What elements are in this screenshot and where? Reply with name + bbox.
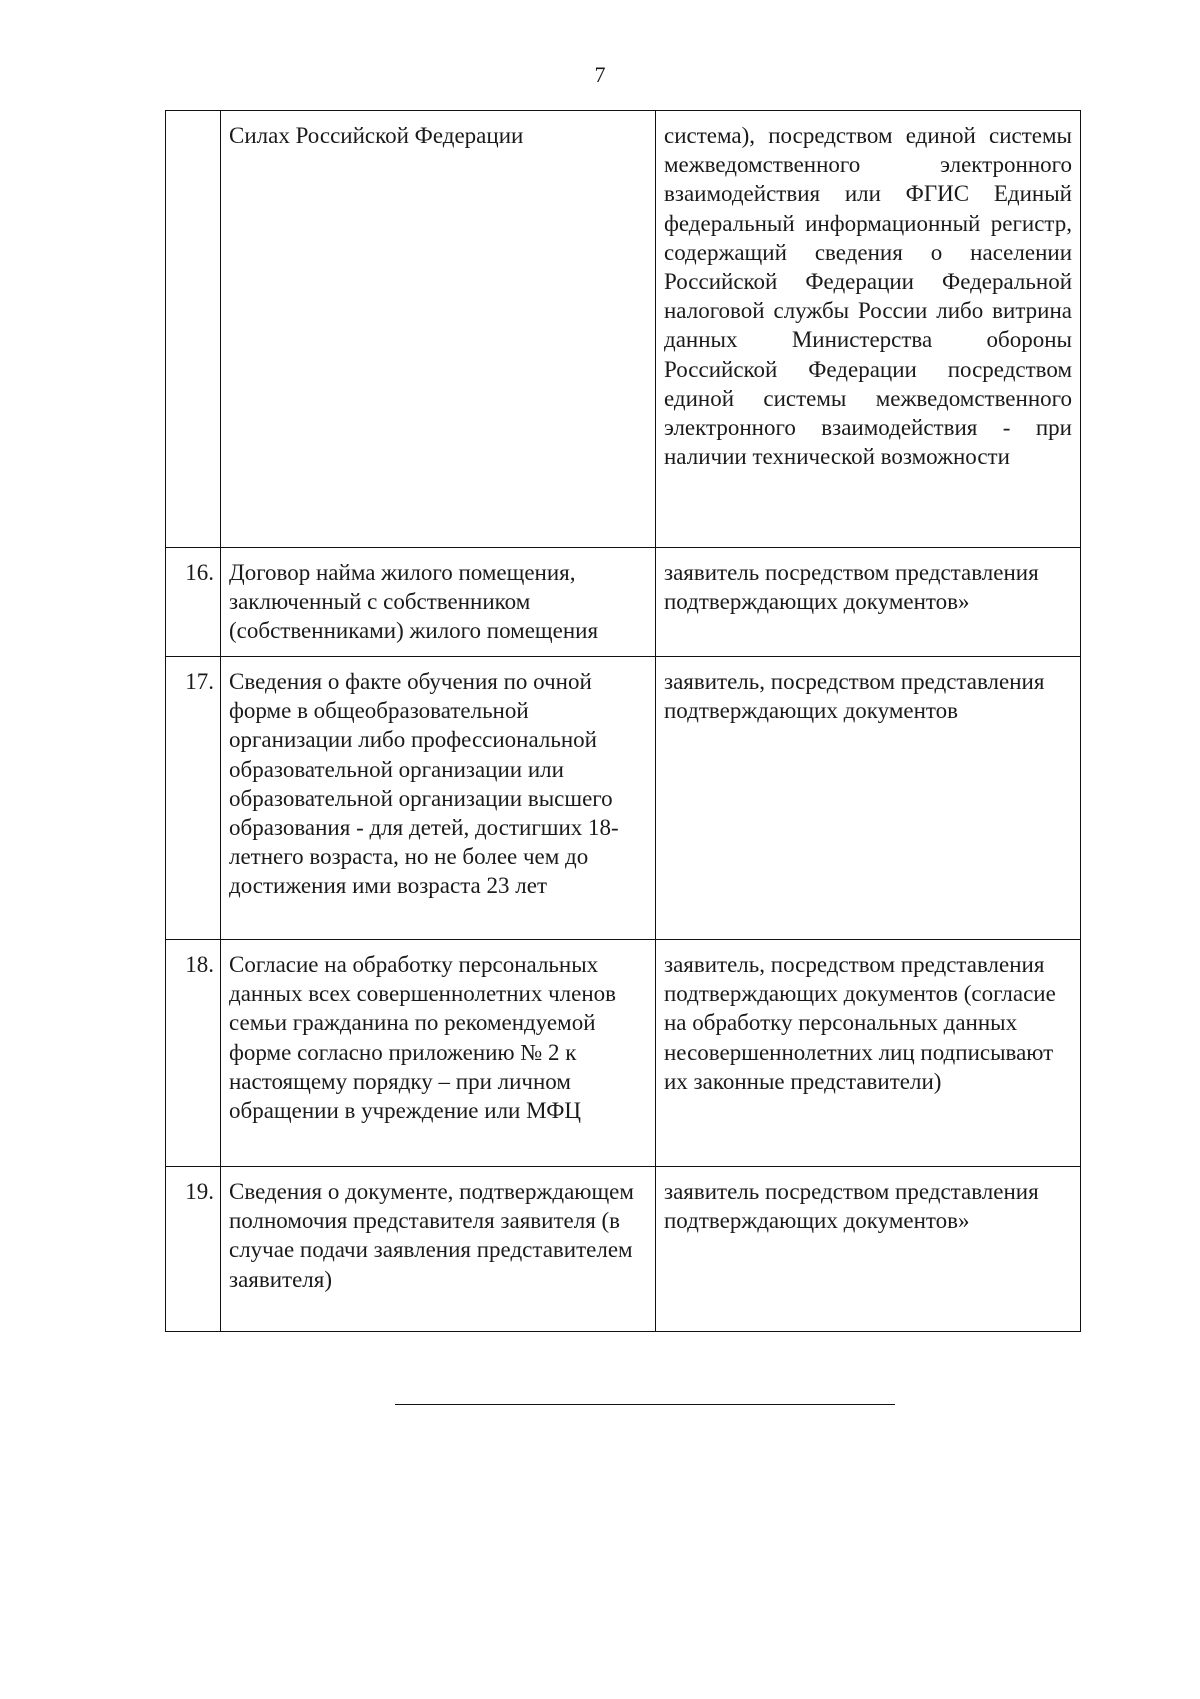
table-row: [166, 548, 1081, 657]
document-name: Силах Российской Федерации: [221, 111, 656, 548]
document-name: Договор найма жилого помещения, заключенный с собственником (собственниками) жилого помещения: [221, 548, 656, 657]
page-number: 7: [594, 62, 606, 87]
document-source: система), посредством единой системы межведомственного электронного взаимодействия или ФГИС Единый федеральный информационный регистр, содержащий сведения о населении Российской Федерации Федеральной налоговой службы России либо витрина данных Министерства обороны Российской Федерации посредством единой системы межведомственного электронного взаимодействия - при наличии технической возможности: [656, 111, 1081, 548]
document-name: Сведения о документе, подтверждающем полномочия представителя заявителя (в случае подачи заявления представителем заявителя): [221, 1167, 656, 1332]
table-row: [166, 111, 1081, 548]
end-of-document-line: [395, 1404, 895, 1405]
document-name: Сведения о факте обучения по очной форме в общеобразовательной организации либо профессиональной образовательной организации или образовательной организации высшего образования - для детей, достигших 18-летнего возраста, но не более чем до достижения ими возраста 23 лет: [221, 657, 656, 940]
row-number: 18.: [166, 940, 221, 1167]
document-source: заявитель посредством представления подтверждающих документов»: [656, 548, 1081, 657]
row-number: 19.: [166, 1167, 221, 1332]
row-number: 17.: [166, 657, 221, 940]
row-number: 16.: [166, 548, 221, 657]
table-row: [166, 657, 1081, 940]
document-name: Согласие на обработку персональных данных всех совершеннолетних членов семьи гражданина по рекомендуемой форме согласно приложению № 2 к настоящему порядку – при личном обращении в учреждение или МФЦ: [221, 940, 656, 1167]
document-source: заявитель, посредством представления подтверждающих документов (согласие на обработку персональных данных несовершеннолетних лиц подписывают их законные представители): [656, 940, 1081, 1167]
table-row: [166, 940, 1081, 1167]
table-row: [166, 1167, 1081, 1332]
document-source: заявитель, посредством представления подтверждающих документов: [656, 657, 1081, 940]
row-number: [166, 111, 221, 548]
document-source: заявитель посредством представления подтверждающих документов»: [656, 1167, 1081, 1332]
documents-table: [165, 110, 1081, 1332]
